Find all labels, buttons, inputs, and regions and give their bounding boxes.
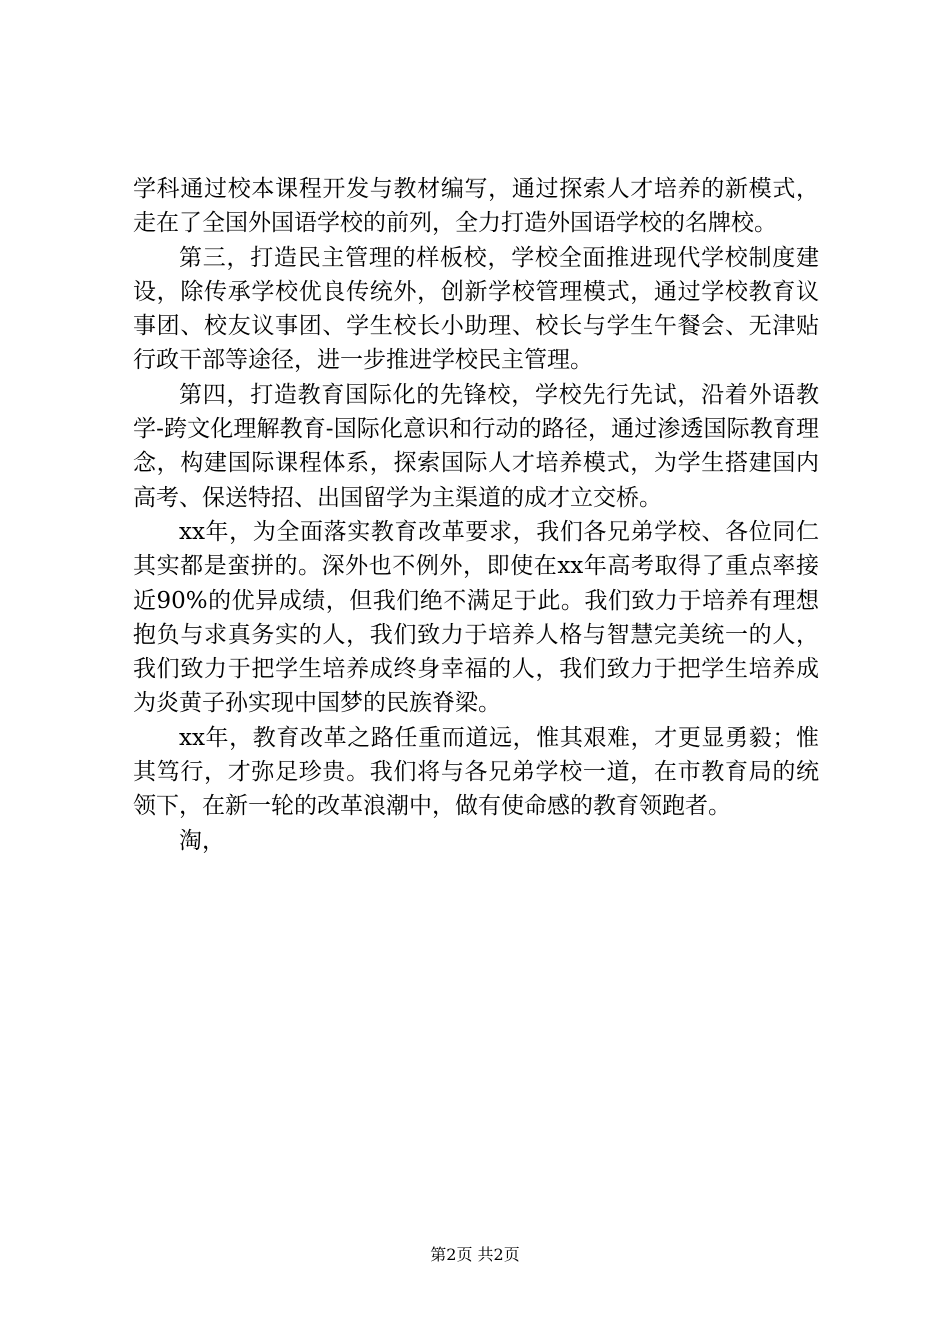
paragraph-reform-goals: xx年，为全面落实教育改革要求，我们各兄弟学校、各位同仁其实都是蛮拼的。深外也不例外，即使在xx年高考取得了重点率接近90%的优异成绩，但我们绝不满足于此。我们致力于培养有理想抱负与求真务实的人，我们致力于培养人格与智慧完美统一的人，我们致力于把学生培养成终身幸福的人，我们致力于把学生培养成为炎黄子孙实现中国梦的民族脊梁。 xyxy=(133,518,819,717)
paragraph-intro-continuation: 学科通过校本课程开发与教材编写，通过探索人才培养的新模式，走在了全国外国语学校的前列，全力打造外国语学校的名牌校。 xyxy=(133,176,819,237)
paragraph-fourth-point: 第四，打造教育国际化的先锋校，学校先行先试，沿着外语教学-跨文化理解教育-国际化意识和行动的路径，通过渗透国际教育理念，构建国际课程体系，探索国际人才培养模式，为学生搭建国内高考、保送特招、出国留学为主渠道的成才立交桥。 xyxy=(133,381,819,511)
paragraph-third-point: 第三，打造民主管理的样板校，学校全面推进现代学校制度建设，除传承学校优良传统外，创新学校管理模式，通过学校教育议事团、校友议事团、学生校长小助理、校长与学生午餐会、无津贴行政干部等途径，进一步推进学校民主管理。 xyxy=(133,244,819,374)
page-footer xyxy=(0,1244,950,1266)
paragraph-closing-fragment: 淘， xyxy=(179,827,225,854)
document-body xyxy=(133,172,819,858)
paragraph-reform-outlook: xx年，教育改革之路任重而道远，惟其艰难，才更显勇毅；惟其笃行，才弥足珍贵。我们将与各兄弟学校一道，在市教育局的统领下，在新一轮的改革浪潮中，做有使命感的教育领跑者。 xyxy=(133,724,819,820)
page-number-label: 第2页 共2页 xyxy=(430,1245,520,1264)
